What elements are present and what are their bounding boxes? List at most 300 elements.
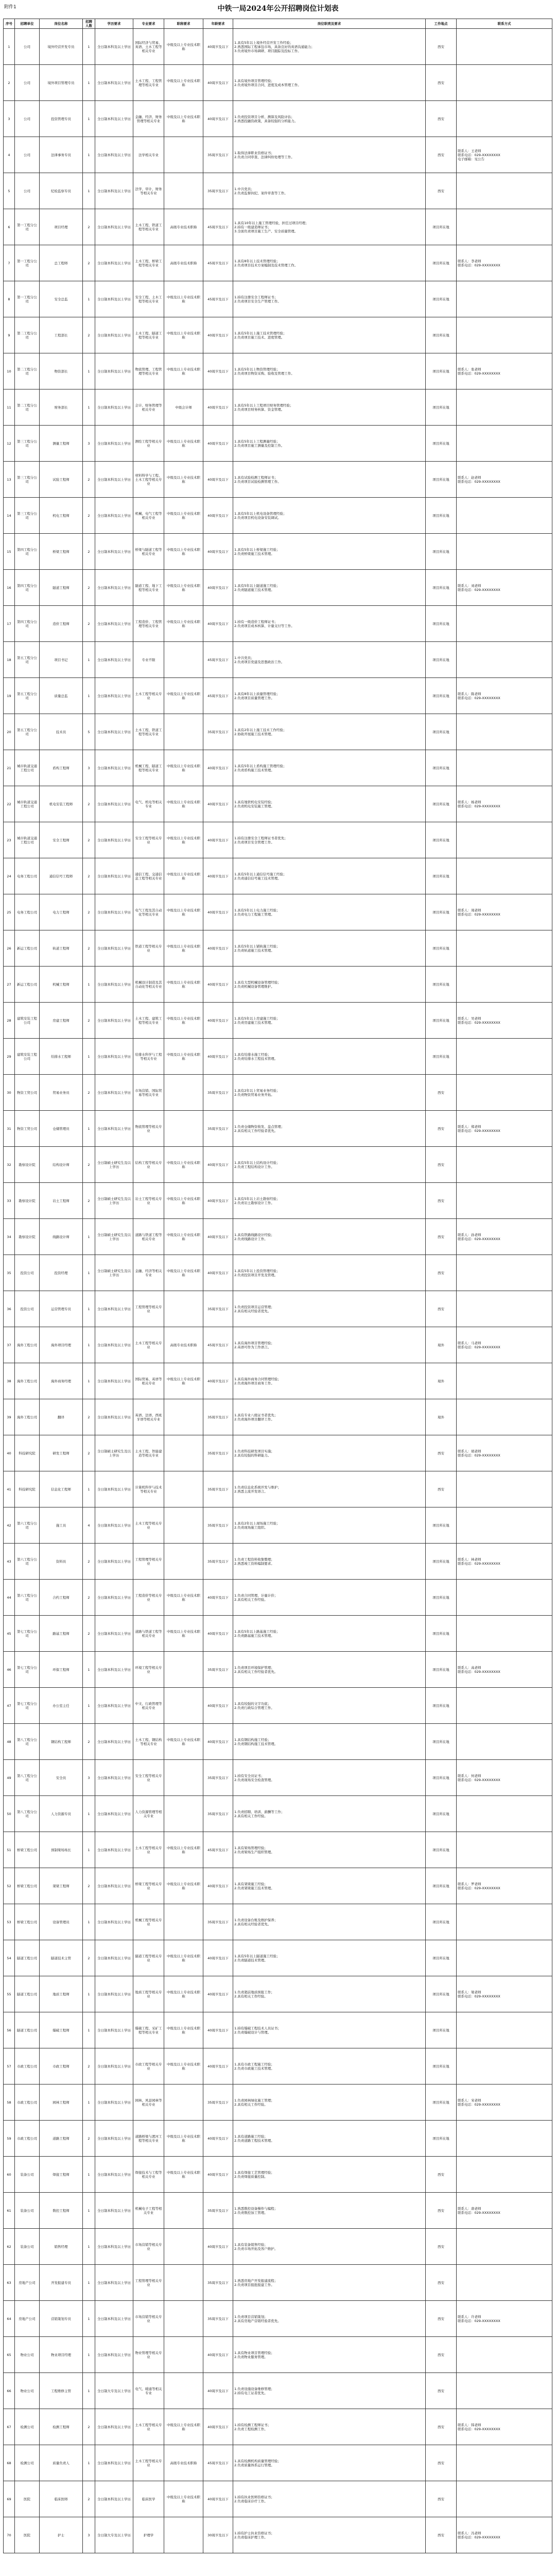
contact-info: 联系人：许老师 联系电话：029-XXXXXXXX bbox=[457, 2301, 552, 2337]
work-location: 项目所在地 bbox=[426, 1652, 457, 1688]
recruiting-unit: 第二工程分公司 bbox=[15, 389, 40, 426]
duty-requirements: 1.具有5年以上隧道施工经验； 2.负责隧道技术管理。 bbox=[233, 1940, 426, 1976]
post-name: 造价工程师 bbox=[40, 606, 83, 642]
headcount: 1 bbox=[83, 65, 95, 101]
post-name: 合约工程师 bbox=[40, 1580, 83, 1616]
age-requirement: 35周岁及以下 bbox=[203, 1796, 233, 1832]
row-number: 49 bbox=[4, 1760, 15, 1796]
table-row bbox=[4, 1147, 552, 1183]
major-requirement: 电气工程及其自动化等相关专业 bbox=[133, 894, 164, 930]
header-cell: 招聘单位 bbox=[15, 19, 40, 29]
work-location: 项目所在地 bbox=[426, 1940, 457, 1976]
major-requirement: 电气、暖通等相关专业 bbox=[133, 2373, 164, 2409]
education-requirement: 全日制本科及以上学历 bbox=[95, 894, 133, 930]
contact-info: 联系人：高老师 联系电话：029-XXXXXXXX bbox=[457, 1652, 552, 1688]
recruiting-unit: 第八工程分公司 bbox=[15, 1724, 40, 1760]
education-requirement: 全日制本科及以上学历 bbox=[95, 1003, 133, 1039]
education-requirement: 全日制本科及以上学历 bbox=[95, 2265, 133, 2301]
age-requirement: 35周岁及以下 bbox=[203, 1471, 233, 1507]
duty-requirements: 1.具有5年以上工程测量经验； 2.负责项目施工测量及控制工作。 bbox=[233, 426, 426, 462]
headcount: 2 bbox=[83, 1435, 95, 1471]
title-requirement: 中级及以上专业技术职称 bbox=[164, 317, 203, 353]
headcount: 1 bbox=[83, 1255, 95, 1291]
table-row bbox=[4, 1255, 552, 1291]
row-number: 10 bbox=[4, 353, 15, 389]
major-requirement: 焊接技术与工程等相关专业 bbox=[133, 2157, 164, 2193]
age-requirement: 35周岁及以下 bbox=[203, 1435, 233, 1471]
header-cell: 序号 bbox=[4, 19, 15, 29]
work-location: 西安 bbox=[426, 1435, 457, 1471]
contact-info bbox=[457, 714, 552, 750]
contact-info bbox=[457, 1796, 552, 1832]
recruiting-unit: 投资公司 bbox=[15, 1255, 40, 1291]
duty-requirements: 1.负责合同管理、计量计价； 2.具有相关工作经验。 bbox=[233, 1580, 426, 1616]
row-number: 15 bbox=[4, 534, 15, 570]
work-location: 项目所在地 bbox=[426, 1724, 457, 1760]
headcount: 1 bbox=[83, 1904, 95, 1940]
recruiting-unit: 医院 bbox=[15, 2517, 40, 2553]
education-requirement: 全日制本科及以上学历 bbox=[95, 2121, 133, 2157]
post-name: 钢结构工程师 bbox=[40, 1724, 83, 1760]
row-number: 68 bbox=[4, 2445, 15, 2481]
row-number: 32 bbox=[4, 1147, 15, 1183]
work-location: 西安 bbox=[426, 2337, 457, 2373]
row-number: 23 bbox=[4, 822, 15, 858]
education-requirement: 全日制本科及以上学历 bbox=[95, 750, 133, 786]
row-number: 5 bbox=[4, 173, 15, 209]
title-requirement bbox=[164, 137, 203, 173]
education-requirement: 全日制大专及以上学历 bbox=[95, 2373, 133, 2409]
recruiting-unit: 市政工程公司 bbox=[15, 2048, 40, 2084]
title-requirement: 高级专业技术职称 bbox=[164, 245, 203, 281]
post-name: 物资部长 bbox=[40, 353, 83, 389]
title-requirement bbox=[164, 2373, 203, 2409]
title-requirement: 中级及以上专业技术职称 bbox=[164, 1832, 203, 1868]
recruiting-unit: 第三工程分公司 bbox=[15, 498, 40, 534]
major-requirement: 计算机科学与技术等相关专业 bbox=[133, 1471, 164, 1507]
post-name: 物业项目经理 bbox=[40, 2337, 83, 2373]
title-requirement bbox=[164, 1471, 203, 1507]
education-requirement: 全日制本科及以上学历 bbox=[95, 1363, 133, 1399]
contact-info bbox=[457, 1832, 552, 1868]
duty-requirements: 1.负责项目营销策划； 2.具有房地产营销经验者优先。 bbox=[233, 2301, 426, 2337]
age-requirement: 40周岁及以下 bbox=[203, 1219, 233, 1255]
row-number: 63 bbox=[4, 2265, 15, 2301]
title-requirement: 中级及以上专业技术职称 bbox=[164, 498, 203, 534]
contact-info: 联系人：吴老师 联系电话：029-XXXXXXXX bbox=[457, 1003, 552, 1039]
table-row bbox=[4, 534, 552, 570]
title-requirement bbox=[164, 2084, 203, 2121]
post-name: 机电安装工程师 bbox=[40, 786, 83, 822]
education-requirement: 全日制本科及以上学历 bbox=[95, 29, 133, 65]
work-location: 项目所在地 bbox=[426, 1976, 457, 2012]
recruiting-unit: 第五工程分公司 bbox=[15, 642, 40, 678]
work-location: 项目所在地 bbox=[426, 2012, 457, 2048]
post-name: 安全工程师 bbox=[40, 822, 83, 858]
contact-info: 联系人：张老师 联系电话：029-XXXXXXXX bbox=[457, 353, 552, 389]
major-requirement: 国际经济与贸易、英语、土木工程等相关专业 bbox=[133, 29, 164, 65]
contact-info: 联系人：罗老师 联系电话：029-XXXXXXXX bbox=[457, 1868, 552, 1904]
major-requirement: 土木工程、建筑工程等相关专业 bbox=[133, 1003, 164, 1039]
duty-requirements: 1.具有8年以上技术管理经验； 2.负责项目技术方案编制及技术管理工作。 bbox=[233, 245, 426, 281]
row-number: 41 bbox=[4, 1471, 15, 1507]
education-requirement: 全日制本科及以上学历 bbox=[95, 642, 133, 678]
duty-requirements: 1.具有梁场管理经验； 2.负责梁场生产组织管理。 bbox=[233, 1832, 426, 1868]
work-location: 境外 bbox=[426, 1327, 457, 1363]
post-name: 线路设计师 bbox=[40, 1219, 83, 1255]
work-location: 西安 bbox=[426, 1111, 457, 1147]
duty-requirements: 1.具有地铁机电安装经验； 2.负责机电安装施工管理。 bbox=[233, 786, 426, 822]
age-requirement: 40周岁及以下 bbox=[203, 1363, 233, 1399]
major-requirement: 岩土工程等相关专业 bbox=[133, 1183, 164, 1219]
table-row bbox=[4, 209, 552, 245]
row-number: 58 bbox=[4, 2084, 15, 2121]
post-name: 境外经营开发专员 bbox=[40, 29, 83, 65]
work-location: 项目所在地 bbox=[426, 281, 457, 317]
contact-info bbox=[457, 534, 552, 570]
table-row bbox=[4, 1760, 552, 1796]
post-name: 项目书记 bbox=[40, 642, 83, 678]
table-row bbox=[4, 137, 552, 173]
age-requirement: 40周岁及以下 bbox=[203, 2409, 233, 2445]
title-requirement: 中级及以上专业技术职称 bbox=[164, 1255, 203, 1291]
contact-info: 联系人：陈老师 联系电话：029-XXXXXXXX bbox=[457, 678, 552, 714]
title-requirement bbox=[164, 1507, 203, 1544]
work-location: 项目所在地 bbox=[426, 606, 457, 642]
headcount: 2 bbox=[83, 606, 95, 642]
duty-requirements: 1.熟悉数控设备操作与编程； 2.负责数控加工管理。 bbox=[233, 2193, 426, 2229]
major-requirement: 土木工程、铁道工程等相关专业 bbox=[133, 209, 164, 245]
duty-requirements: 1.取得法律职业资格证书； 2.负责合同审查、法律纠纷处理等工作。 bbox=[233, 137, 426, 173]
headcount: 2 bbox=[83, 2409, 95, 2445]
duty-requirements: 1.具有8年以上质量管理经验； 2.负责项目质量管理工作。 bbox=[233, 678, 426, 714]
contact-info bbox=[457, 1904, 552, 1940]
age-requirement: 40周岁及以下 bbox=[203, 2481, 233, 2517]
table-row bbox=[4, 1399, 552, 1435]
post-name: 总工程师 bbox=[40, 245, 83, 281]
age-requirement: 35周岁及以下 bbox=[203, 1075, 233, 1111]
age-requirement: 35周岁及以下 bbox=[203, 1760, 233, 1796]
work-location: 项目所在地 bbox=[426, 498, 457, 534]
contact-info bbox=[457, 822, 552, 858]
contact-info bbox=[457, 1183, 552, 1219]
duty-requirements: 1.具有海外项目管理经验； 2.英语可作为工作语言。 bbox=[233, 1327, 426, 1363]
education-requirement: 全日制本科及以上学历 bbox=[95, 1111, 133, 1147]
major-requirement: 土木工程、桥梁工程等相关专业 bbox=[133, 245, 164, 281]
table-row bbox=[4, 1327, 552, 1363]
headcount: 5 bbox=[83, 714, 95, 750]
post-name: 通信信号工程师 bbox=[40, 858, 83, 894]
table-row bbox=[4, 2517, 552, 2553]
headcount: 1 bbox=[83, 1832, 95, 1868]
title-requirement bbox=[164, 173, 203, 209]
major-requirement: 临床医学 bbox=[133, 2481, 164, 2517]
contact-info: 联系人：冯老师 联系电话：029-XXXXXXXX bbox=[457, 2517, 552, 2553]
table-row bbox=[4, 2121, 552, 2157]
education-requirement: 全日制本科及以上学历 bbox=[95, 2337, 133, 2373]
duty-requirements: 1.具有5年以上投资管理经验； 2.负责投资项目开发及管理。 bbox=[233, 1255, 426, 1291]
post-name: 路基工程师 bbox=[40, 1616, 83, 1652]
title-requirement: 中级及以上专业技术职称 bbox=[164, 65, 203, 101]
title-requirement bbox=[164, 1688, 203, 1724]
age-requirement: 40周岁及以下 bbox=[203, 389, 233, 426]
duty-requirements: 1.负责项目环境保护管理； 2.具有相关工作经验者优先。 bbox=[233, 1652, 426, 1688]
contact-info: 联系人：林老师 联系电话：029-XXXXXXXX bbox=[457, 1544, 552, 1580]
work-location: 项目所在地 bbox=[426, 570, 457, 606]
contact-info bbox=[457, 29, 552, 65]
duty-requirements: 1.持有安全员证书； 2.负责现场安全检查管理。 bbox=[233, 1760, 426, 1796]
post-name: 开发报建专员 bbox=[40, 2265, 83, 2301]
work-location: 项目所在地 bbox=[426, 534, 457, 570]
age-requirement: 35周岁及以下 bbox=[203, 1544, 233, 1580]
work-location: 项目所在地 bbox=[426, 1832, 457, 1868]
major-requirement: 会计、财务管理等相关专业 bbox=[133, 389, 164, 426]
work-location: 项目所在地 bbox=[426, 714, 457, 750]
row-number: 26 bbox=[4, 930, 15, 967]
recruiting-unit: 科技研究院 bbox=[15, 1471, 40, 1507]
table-row bbox=[4, 426, 552, 462]
headcount: 1 bbox=[83, 2265, 95, 2301]
table-row bbox=[4, 822, 552, 858]
work-location: 西安 bbox=[426, 2265, 457, 2301]
headcount: 1 bbox=[83, 1327, 95, 1363]
major-requirement: 护理学 bbox=[133, 2517, 164, 2553]
headcount: 1 bbox=[83, 1219, 95, 1255]
education-requirement: 全日制本科及以上学历 bbox=[95, 858, 133, 894]
duty-requirements: 1.负责投资项目分析、测算及风险评估； 2.熟悉投融资政策，具备较强的分析能力。 bbox=[233, 101, 426, 137]
contact-info bbox=[457, 1399, 552, 1435]
recruiting-unit: 第六工程分公司 bbox=[15, 1507, 40, 1544]
title-requirement: 中级及以上专业技术职称 bbox=[164, 1039, 203, 1075]
recruiting-unit: 桥梁工程公司 bbox=[15, 1832, 40, 1868]
headcount: 2 bbox=[83, 786, 95, 822]
duty-requirements: 1.具有钢结构施工经验； 2.负责钢结构施工技术管理。 bbox=[233, 1724, 426, 1760]
contact-info bbox=[457, 1688, 552, 1724]
major-requirement: 结构工程等相关专业 bbox=[133, 1147, 164, 1183]
post-name: 安全员 bbox=[40, 1760, 83, 1796]
row-number: 67 bbox=[4, 2409, 15, 2445]
title-requirement bbox=[164, 1544, 203, 1580]
recruiting-unit: 隧道工程公司 bbox=[15, 1940, 40, 1976]
recruiting-unit: 新运工程公司 bbox=[15, 930, 40, 967]
row-number: 61 bbox=[4, 2193, 15, 2229]
post-name: 营销策划专员 bbox=[40, 2301, 83, 2337]
major-requirement: 物流管理、工程管理等相关专业 bbox=[133, 353, 164, 389]
headcount: 2 bbox=[83, 1183, 95, 1219]
work-location: 西安 bbox=[426, 1147, 457, 1183]
duty-requirements: 1.具有架梁施工经验； 2.负责架梁施工技术管理。 bbox=[233, 1868, 426, 1904]
education-requirement: 全日制本科及以上学历 bbox=[95, 245, 133, 281]
headcount: 2 bbox=[83, 209, 95, 245]
table-row bbox=[4, 786, 552, 822]
row-number: 62 bbox=[4, 2229, 15, 2265]
row-number: 64 bbox=[4, 2301, 15, 2337]
title-requirement: 中级及以上专业技术职称 bbox=[164, 1147, 203, 1183]
duty-requirements: 1.具有5年以上物资管理经验； 2.负责项目物资采购、验收及管理工作。 bbox=[233, 353, 426, 389]
major-requirement: 隧道工程等相关专业 bbox=[133, 1940, 164, 1976]
table-row bbox=[4, 2084, 552, 2121]
education-requirement: 全日制本科及以上学历 bbox=[95, 462, 133, 498]
education-requirement: 全日制本科及以上学历 bbox=[95, 137, 133, 173]
age-requirement: 40周岁及以下 bbox=[203, 498, 233, 534]
post-name: 施工员 bbox=[40, 1507, 83, 1544]
post-name: 结构设计师 bbox=[40, 1147, 83, 1183]
title-requirement: 中级及以上专业技术职称 bbox=[164, 1868, 203, 1904]
post-name: 境外项目管理专员 bbox=[40, 65, 83, 101]
work-location: 项目所在地 bbox=[426, 930, 457, 967]
table-row bbox=[4, 606, 552, 642]
major-requirement: 金融、经济、财务管理等相关专业 bbox=[133, 101, 164, 137]
duty-requirements: 1.持有爆破工程技术人员证书； 2.负责爆破设计与管理。 bbox=[233, 2012, 426, 2048]
age-requirement: 40周岁及以下 bbox=[203, 2229, 233, 2265]
contact-info: 联系人：李老师 联系电话：029-XXXXXXXX bbox=[457, 245, 552, 281]
education-requirement: 全日制本科及以上学历 bbox=[95, 1291, 133, 1327]
contact-info bbox=[457, 1507, 552, 1544]
major-requirement: 机械工程、隧道工程等相关专业 bbox=[133, 750, 164, 786]
major-requirement: 专业不限 bbox=[133, 642, 164, 678]
major-requirement: 市场营销等相关专业 bbox=[133, 2229, 164, 2265]
duty-requirements: 1.具有市政工程施工经验； 2.负责市政施工技术管理。 bbox=[233, 2048, 426, 2084]
contact-info bbox=[457, 1471, 552, 1507]
major-requirement: 安全工程等相关专业 bbox=[133, 1760, 164, 1796]
post-name: 办公室主任 bbox=[40, 1688, 83, 1724]
work-location: 西安 bbox=[426, 2445, 457, 2481]
contact-info: 联系人：梁老师 联系电话：029-XXXXXXXX bbox=[457, 1976, 552, 2012]
major-requirement: 铁道工程等相关专业 bbox=[133, 930, 164, 967]
post-name: 质量负责人 bbox=[40, 2445, 83, 2481]
work-location: 西安 bbox=[426, 2481, 457, 2517]
recruiting-unit: 第七工程分公司 bbox=[15, 1616, 40, 1652]
major-requirement: 机械工程等相关专业 bbox=[133, 1904, 164, 1940]
post-name: 人力资源专员 bbox=[40, 1796, 83, 1832]
work-location: 项目所在地 bbox=[426, 1688, 457, 1724]
table-row bbox=[4, 642, 552, 678]
education-requirement: 全日制本科及以上学历 bbox=[95, 1652, 133, 1688]
work-location: 西安 bbox=[426, 1183, 457, 1219]
age-requirement: 35周岁及以下 bbox=[203, 2084, 233, 2121]
table-row bbox=[4, 353, 552, 389]
contact-info bbox=[457, 1291, 552, 1327]
recruiting-unit: 检测公司 bbox=[15, 2445, 40, 2481]
education-requirement: 全日制硕士研究生及以上学历 bbox=[95, 1435, 133, 1471]
work-location: 西安 bbox=[426, 101, 457, 137]
duty-requirements: 1.负责仓储物资收发、盘点管理； 2.具有相关工作经验者优先。 bbox=[233, 1111, 426, 1147]
title-requirement bbox=[164, 2337, 203, 2373]
age-requirement: 35周岁及以下 bbox=[203, 714, 233, 750]
row-number: 16 bbox=[4, 570, 15, 606]
row-number: 53 bbox=[4, 1904, 15, 1940]
education-requirement: 全日制本科及以上学历 bbox=[95, 822, 133, 858]
title-requirement: 中级及以上专业技术职称 bbox=[164, 967, 203, 1003]
title-requirement: 中级及以上专业技术职称 bbox=[164, 858, 203, 894]
post-name: 销售经理 bbox=[40, 2229, 83, 2265]
duty-requirements: 1.负责科技研发项目实施； 2.具有较强的科研能力。 bbox=[233, 1435, 426, 1471]
major-requirement: 人力资源管理等相关专业 bbox=[133, 1796, 164, 1832]
contact-info bbox=[457, 606, 552, 642]
post-name: 临床医师 bbox=[40, 2481, 83, 2517]
duty-requirements: 1.持有注册安全工程师证书者优先； 2.负责项目安全管理工作。 bbox=[233, 822, 426, 858]
contact-info bbox=[457, 498, 552, 534]
duty-requirements: 1.持有检测工程师证书； 2.负责工程检测工作。 bbox=[233, 2409, 426, 2445]
work-location: 西安 bbox=[426, 137, 457, 173]
table-row bbox=[4, 173, 552, 209]
table-row bbox=[4, 1724, 552, 1760]
work-location: 项目所在地 bbox=[426, 822, 457, 858]
headcount: 1 bbox=[83, 173, 95, 209]
recruiting-unit: 第二工程分公司 bbox=[15, 317, 40, 353]
duty-requirements: 1.具有给排水施工经验； 2.负责给排水工程技术管理。 bbox=[233, 1039, 426, 1075]
post-name: 机械工程师 bbox=[40, 967, 83, 1003]
duty-requirements: 1.具有10年以上施工管理经验，担任过项目经理； 2.持有一级建造师证书； 3.全面负责项目施工生产、安全质量管理。 bbox=[233, 209, 426, 245]
age-requirement: 45周岁及以下 bbox=[203, 209, 233, 245]
duty-requirements: 1.具有5年以上电力施工经验； 2.负责电力工程施工管理。 bbox=[233, 894, 426, 930]
row-number: 45 bbox=[4, 1616, 15, 1652]
education-requirement: 全日制本科及以上学历 bbox=[95, 173, 133, 209]
headcount: 2 bbox=[83, 858, 95, 894]
contact-info: 联系人：周老师 联系电话：029-XXXXXXXX bbox=[457, 894, 552, 930]
title-requirement bbox=[164, 1652, 203, 1688]
work-location: 项目所在地 bbox=[426, 2084, 457, 2121]
work-location: 境外 bbox=[426, 1399, 457, 1435]
education-requirement: 全日制本科及以上学历 bbox=[95, 2048, 133, 2084]
education-requirement: 全日制本科及以上学历 bbox=[95, 1904, 133, 1940]
major-requirement: 法学相关专业 bbox=[133, 137, 164, 173]
recruiting-unit: 装备公司 bbox=[15, 2157, 40, 2193]
education-requirement: 全日制本科及以上学历 bbox=[95, 1616, 133, 1652]
age-requirement: 40周岁及以下 bbox=[203, 2048, 233, 2084]
row-number: 47 bbox=[4, 1688, 15, 1724]
post-name: 市政工程师 bbox=[40, 2048, 83, 2084]
duty-requirements: 1.具有试验检测工程师证书； 2.负责项目试验检测管理工作。 bbox=[233, 462, 426, 498]
recruiting-unit: 第八工程分公司 bbox=[15, 1760, 40, 1796]
recruitment-table bbox=[3, 19, 552, 2553]
header-cell: 工作地点 bbox=[426, 19, 457, 29]
row-number: 54 bbox=[4, 1940, 15, 1976]
duty-requirements: 1.具有5年以上结构设计经验； 2.负责工程结构设计工作。 bbox=[233, 1147, 426, 1183]
title-requirement: 中级及以上专业技术职称 bbox=[164, 534, 203, 570]
work-location: 西安 bbox=[426, 1219, 457, 1255]
major-requirement: 爆破工程、采矿工程等相关专业 bbox=[133, 2012, 164, 2048]
recruiting-unit: 城市轨道交通工程公司 bbox=[15, 786, 40, 822]
row-number: 14 bbox=[4, 498, 15, 534]
age-requirement: 40周岁及以下 bbox=[203, 1147, 233, 1183]
age-requirement: 40周岁及以下 bbox=[203, 786, 233, 822]
headcount: 2 bbox=[83, 894, 95, 930]
recruiting-unit: 海外工程公司 bbox=[15, 1327, 40, 1363]
headcount: 1 bbox=[83, 1796, 95, 1832]
contact-info bbox=[457, 426, 552, 462]
education-requirement: 全日制本科及以上学历 bbox=[95, 1760, 133, 1796]
title-requirement bbox=[164, 1796, 203, 1832]
contact-info bbox=[457, 858, 552, 894]
headcount: 1 bbox=[83, 2373, 95, 2409]
age-requirement: 45周岁及以下 bbox=[203, 281, 233, 317]
post-name: 预制梁场场长 bbox=[40, 1832, 83, 1868]
age-requirement: 40周岁及以下 bbox=[203, 822, 233, 858]
major-requirement: 中文、行政管理等相关专业 bbox=[133, 1688, 164, 1724]
age-requirement: 40周岁及以下 bbox=[203, 1580, 233, 1616]
post-name: 试验工程师 bbox=[40, 462, 83, 498]
row-number: 27 bbox=[4, 967, 15, 1003]
post-name: 架梁工程师 bbox=[40, 1868, 83, 1904]
major-requirement: 桥梁工程等相关专业 bbox=[133, 1868, 164, 1904]
recruiting-unit: 隧道工程公司 bbox=[15, 1976, 40, 2012]
age-requirement: 35周岁及以下 bbox=[203, 173, 233, 209]
post-name: 设备管理员 bbox=[40, 1904, 83, 1940]
row-number: 48 bbox=[4, 1724, 15, 1760]
major-requirement: 土木工程等相关专业 bbox=[133, 2409, 164, 2445]
title-requirement bbox=[164, 1760, 203, 1796]
